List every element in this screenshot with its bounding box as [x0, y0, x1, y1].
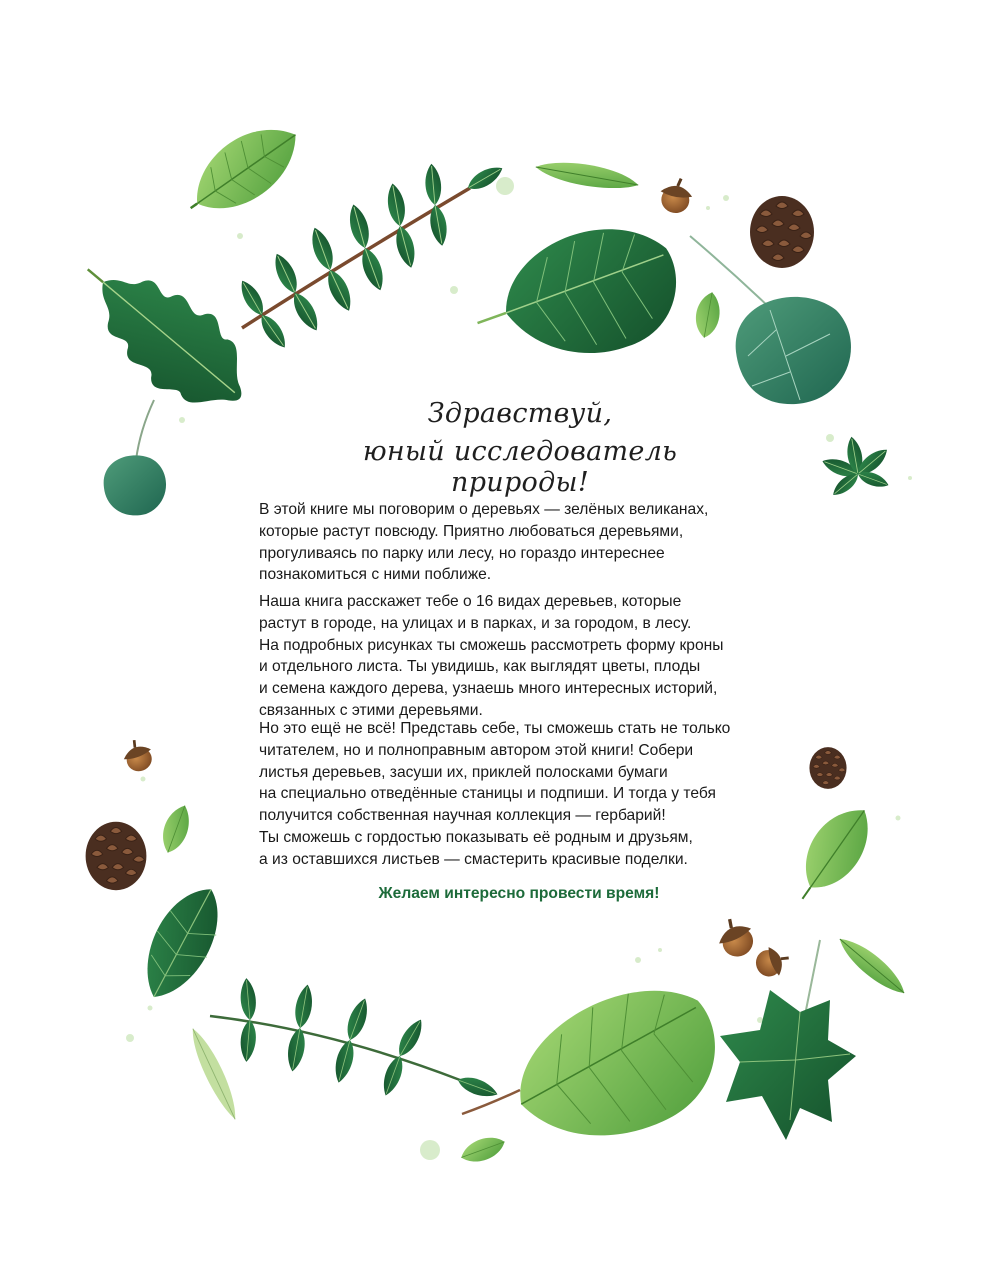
- text-line: а из оставшихся листьев — смастерить красивые поделки.: [259, 850, 688, 868]
- birch-leaf-icon: [173, 110, 312, 233]
- birch-leaf-icon: [692, 290, 723, 339]
- acorn-icon: [712, 913, 760, 963]
- text-line: и отдельного листа. Ты увидишь, как выглядят цветы, плоды: [259, 658, 701, 676]
- maple-leaf-icon: [720, 940, 856, 1140]
- willow-leaf-icon: [534, 156, 640, 195]
- birch-leaf-icon: [782, 796, 885, 913]
- linden-leaf-icon: [129, 876, 236, 1010]
- linden-leaf-icon: [464, 215, 689, 377]
- oak-leaf-icon: [58, 234, 270, 433]
- text-line: познакомиться с ними поближе.: [259, 566, 492, 584]
- text-line: растут в городе, на улицах и в парках, и за городом, в лесу.: [259, 614, 692, 632]
- rowan-branch-icon: [236, 162, 506, 352]
- acorn-icon: [657, 175, 695, 215]
- aspen-leaf-icon: [104, 400, 166, 515]
- text-line: связанных с этими деревьями.: [259, 701, 483, 719]
- text-line: прогуливаясь по парку или лесу, но гораздо интереснее: [259, 544, 665, 562]
- text-line: читателем, но и полноправным автором этой книги! Собери: [259, 741, 694, 759]
- text-line: и семена каждого дерева, узнаешь много интересных историй,: [259, 680, 718, 698]
- acorn-icon: [752, 942, 794, 982]
- page-title-line-2: юный исследователь природы!: [362, 436, 678, 498]
- birch-leaf-icon: [157, 801, 196, 856]
- willow-leaf-icon: [185, 1025, 243, 1123]
- pine-cone-icon: [750, 196, 814, 268]
- text-line: на специально отведённые станицы и подпиши. И тогда у тебя: [259, 785, 716, 803]
- intro-paragraph-2: [259, 591, 769, 722]
- text-line: которые растут повсюду. Приятно любоваться деревьями,: [259, 522, 684, 540]
- text-line: листья деревьев, засуши их, приклей полосками бумаги: [259, 763, 668, 781]
- chestnut-leaf-icon: [820, 436, 891, 500]
- ash-branch-icon: [210, 978, 500, 1102]
- acorn-icon: [119, 736, 157, 775]
- text-line: Ты сможешь с гордостью показывать её родным и друзьям,: [259, 828, 693, 846]
- intro-paragraph-3: [259, 718, 769, 871]
- text-line: На подробных рисунках ты сможешь рассмотреть форму кроны: [259, 636, 724, 654]
- text-line: получится собственная научная коллекция — гербарий!: [259, 807, 666, 825]
- willow-leaf-icon: [834, 931, 911, 1001]
- page-title-line-1: Здравствуй,: [427, 398, 613, 429]
- text-line: Но это ещё не всё! Представь себе, ты сможешь стать не только: [259, 720, 731, 737]
- text-line: В этой книге мы поговорим о деревьях — зелёных великанах,: [259, 501, 709, 518]
- intro-paragraph-1: [259, 499, 769, 586]
- closing-wish: Желаем интересно провести время!: [378, 885, 660, 902]
- linden-leaf-icon: [499, 971, 736, 1162]
- birch-leaf-icon: [458, 1132, 508, 1167]
- text-line: Наша книга расскажет тебе о 16 видах деревьев, которые: [259, 593, 682, 610]
- pine-cone-icon: [809, 747, 846, 789]
- pine-cone-icon: [86, 822, 147, 890]
